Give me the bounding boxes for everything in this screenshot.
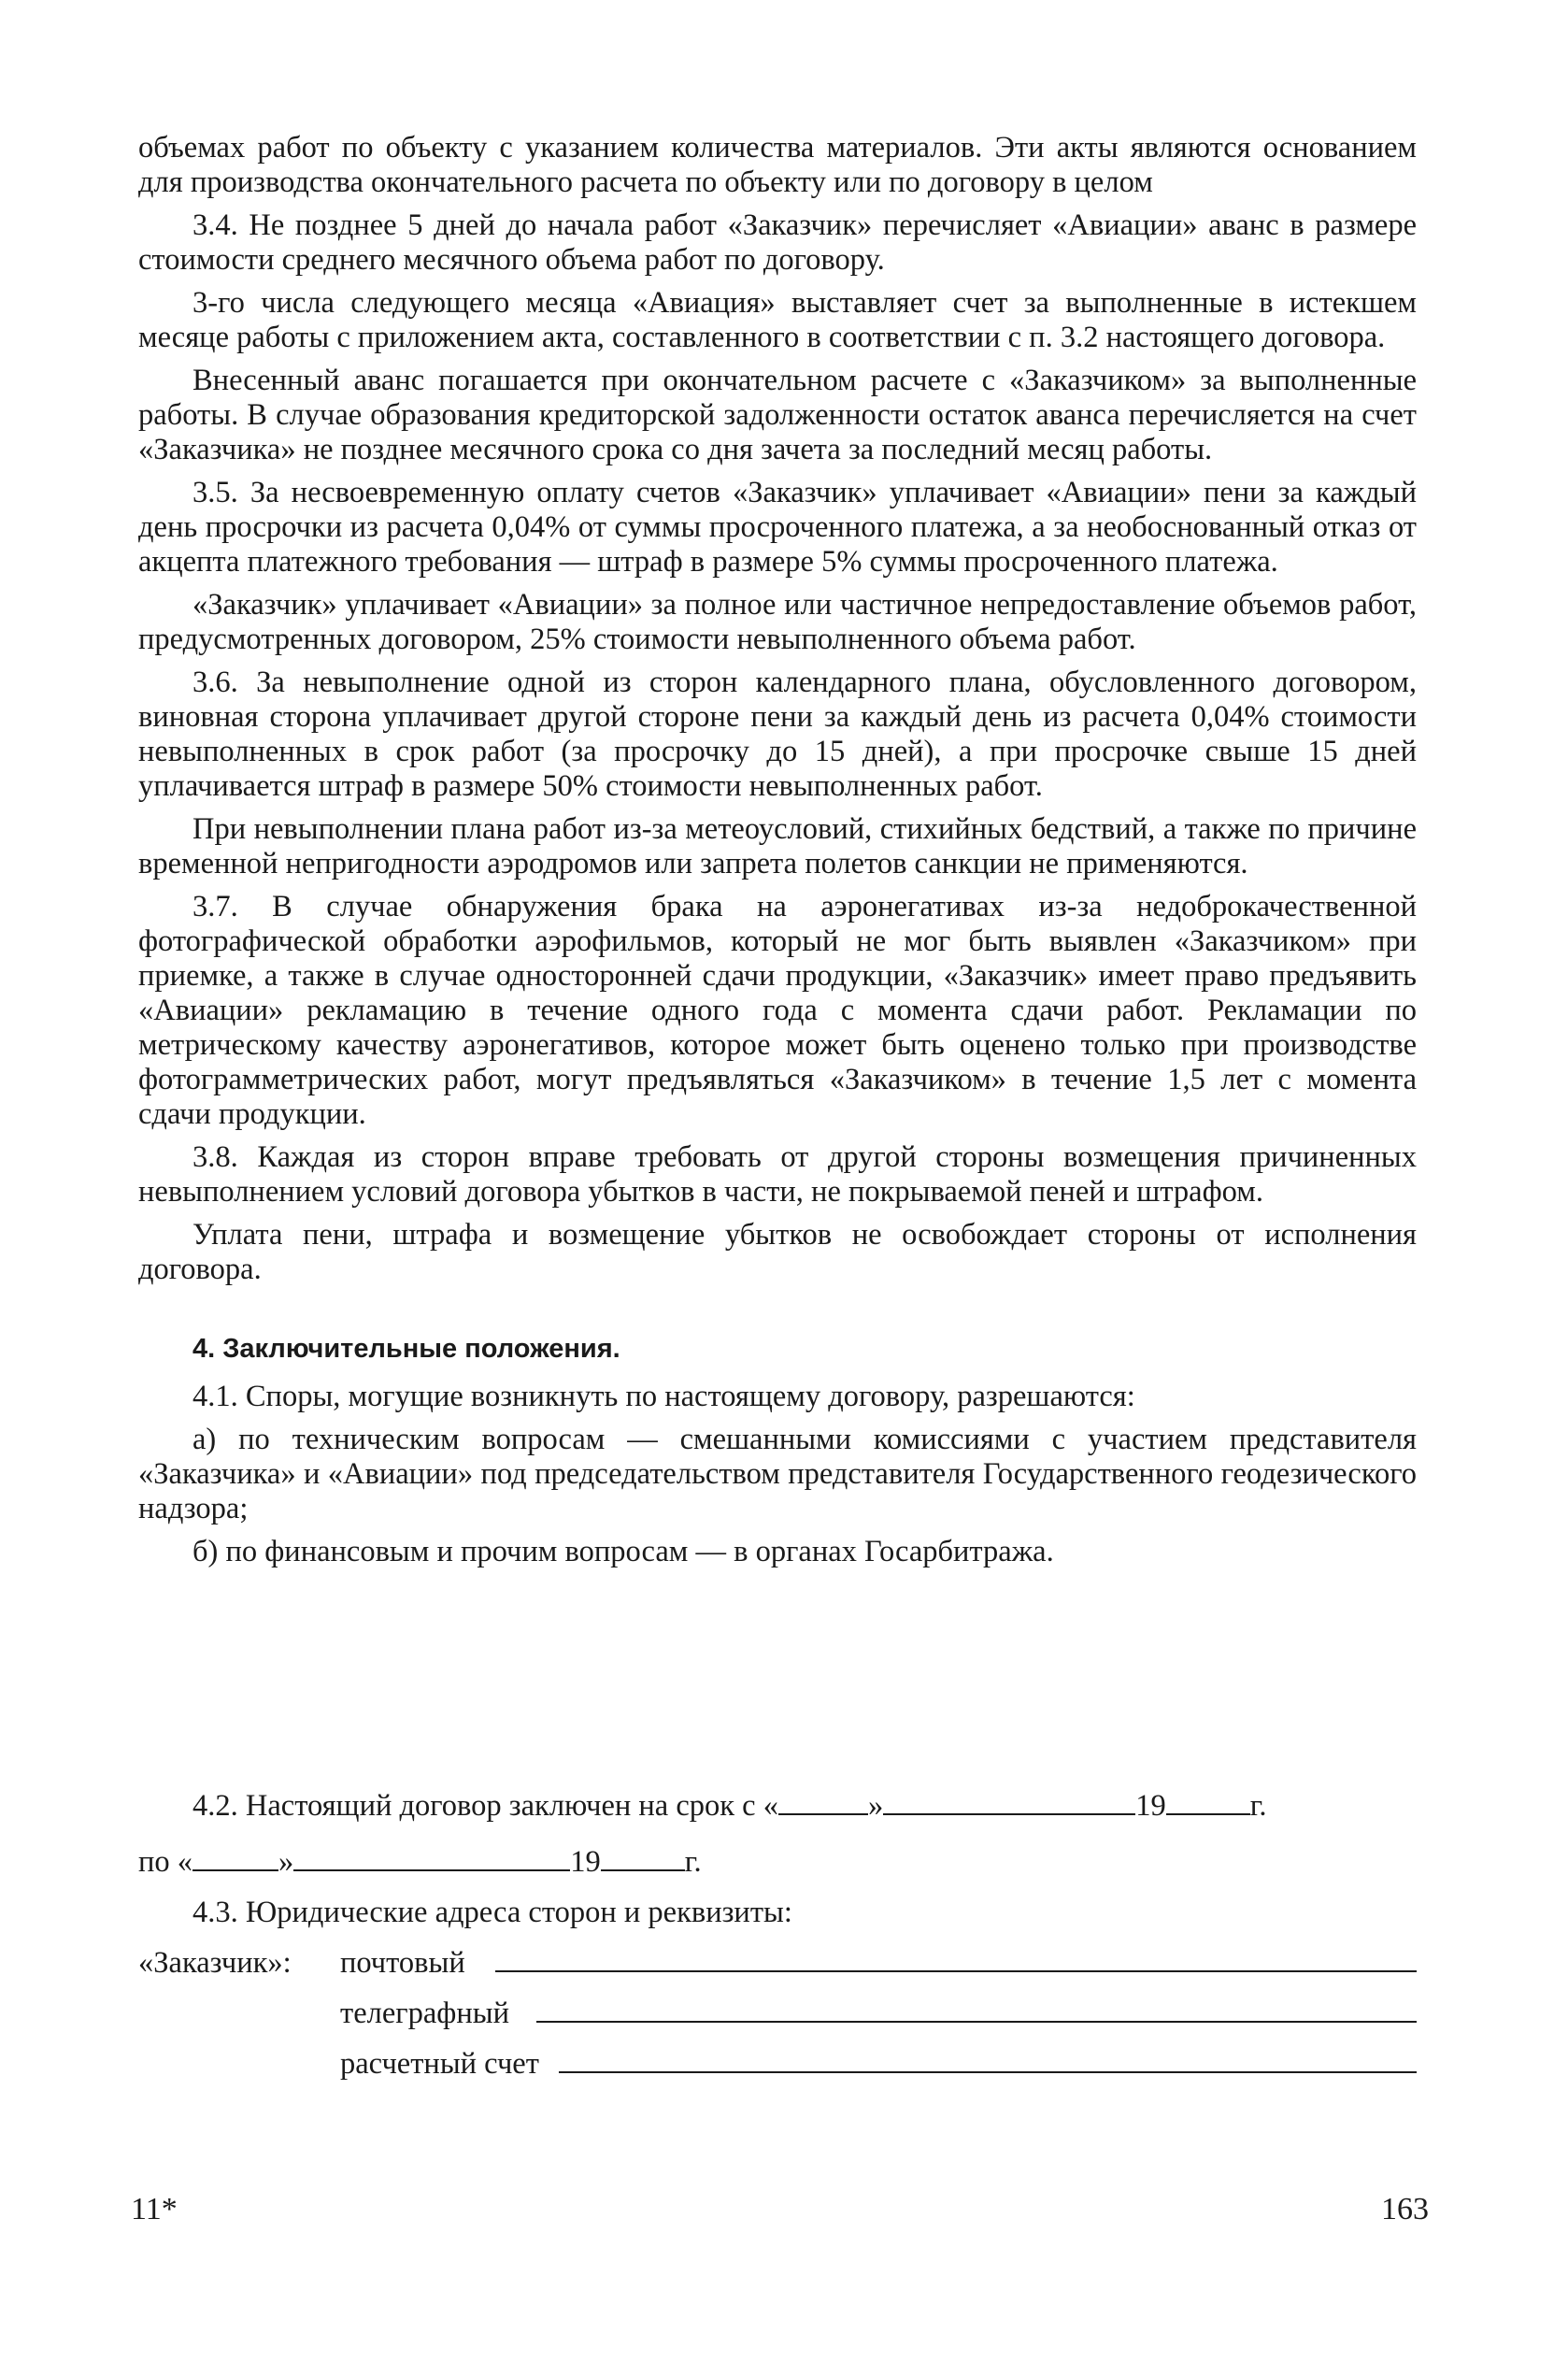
paragraph-3-8: 3.8. Каждая из сторон вправе требовать от другой стороны возмещения причиненных невыполнением условий договора убытков в части, не покрываемой пеней и штрафом. [138, 1140, 1417, 1209]
telegraph-address-field[interactable] [536, 2021, 1417, 2023]
paragraph-advance: Внесенный аванс погашается при окончательном расчете с «Заказчиком» за выполненные работы. В случае образования кредиторской задолженности остаток аванса перечисляется на счет «Заказчика» не позднее месячного срока со дня зачета за последний месяц работы. [138, 364, 1417, 466]
telegraph-label: телеграфный [340, 1997, 509, 2030]
year-prefix: 19 [1135, 1789, 1166, 1823]
quote-close: » [278, 1845, 294, 1879]
signature-mark: 11* [131, 2192, 178, 2226]
body-text [138, 131, 1417, 1569]
postal-address-field[interactable] [495, 1970, 1417, 1972]
bank-account-field[interactable] [559, 2071, 1417, 2073]
term-from-line [192, 1789, 1267, 1824]
day-from-blank[interactable] [778, 1789, 868, 1815]
year-to-blank[interactable] [601, 1845, 685, 1871]
paragraph-customer-penalty: «Заказчик» уплачивает «Авиации» за полное или частичное непредоставление объемов работ, предусмотренных договором, 25% стоимости невыполненного объема работ. [138, 588, 1417, 656]
paragraph-4-1-a: а) по техническим вопросам — смешанными комиссиями с участием представителя «Заказчика» и «Авиации» под председательством представителя Государственного геодезического надзора; [138, 1423, 1417, 1525]
month-to-blank[interactable] [293, 1845, 570, 1871]
year-prefix: 19 [570, 1845, 601, 1879]
paragraph-4-1: 4.1. Споры, могущие возникнуть по настоящему договору, разрешаются: [192, 1380, 1135, 1413]
paragraph-3-4: 3.4. Не позднее 5 дней до начала работ «Заказчик» перечисляет «Авиации» аванс в размере стоимости среднего месячного объема работ по договору. [138, 208, 1417, 277]
term-to-label: по « [138, 1845, 193, 1879]
year-from-blank[interactable] [1166, 1789, 1250, 1815]
customer-label: «Заказчик»: [138, 1946, 292, 1980]
paragraph-payment: Уплата пени, штрафа и возмещение убытков не освобождает стороны от исполнения договора. [138, 1218, 1417, 1286]
month-from-blank[interactable] [883, 1789, 1135, 1815]
term-from-label: 4.2. Настоящий договор заключен на срок с « [192, 1789, 778, 1823]
paragraph-3-5: 3.5. За несвоевременную оплату счетов «Заказчик» уплачивает «Авиации» пени за каждый день просрочки из расчета 0,04% от суммы просроченного платежа, а за необоснованный отказ от акцепта платежного требования — штраф в размере 5% суммы просроченного платежа. [138, 476, 1417, 579]
day-to-blank[interactable] [192, 1845, 278, 1871]
paragraph-invoice: 3-го числа следующего месяца «Авиация» выставляет счет за выполненные в истекшем месяце работы с приложением акта, составленного в соответствии с п. 3.2 настоящего договора. [138, 286, 1417, 354]
paragraph-3-6: 3.6. За невыполнение одной из сторон календарного плана, обусловленного договором, виновная сторона уплачивает другой стороне пени за каждый день из расчета 0,04% стоимости невыполненных в срок работ (за просрочку до 15 дней), а при просрочке свыше 15 дней уплачивается штраф в размере 50% стоимости невыполненных работ. [138, 666, 1417, 803]
paragraph-4-1-b: б) по финансовым и прочим вопросам — в органах Госарбитража. [192, 1535, 1054, 1568]
paragraph-weather: При невыполнении плана работ из-за метеоусловий, стихийных бедствий, а также по причине временной непригодности аэродромов или запрета полетов санкции не применяются. [138, 812, 1417, 880]
term-to-line [138, 1845, 702, 1880]
paragraph-3-7: 3.7. В случае обнаружения брака на аэронегативах из-за недоброкачественной фотографической обработки аэрофильмов, который не мог быть выявлен «Заказчиком» при приемке, а также в случае односторонней сдачи продукции, «Заказчик» имеет право предъявить «Авиации» рекламацию в течение одного года с момента сдачи работ. Рекламации по метрическому качеству аэронегативов, которое может быть оценено только при производстве фотограмметрических работ, могут предъявляться «Заказчиком» в течение 1,5 лет с момента сдачи продукции. [138, 890, 1417, 1131]
postal-label: почтовый [340, 1946, 465, 1980]
page-number: 163 [1381, 2192, 1429, 2226]
paragraph-continuation: объемах работ по объекту с указанием количества материалов. Эти акты являются основанием для производства окончательного расчета по объекту или по договору в целом [138, 131, 1417, 199]
paragraph-4-3: 4.3. Юридические адреса сторон и реквизиты: [192, 1896, 792, 1929]
account-label: расчетный счет [340, 2047, 539, 2081]
year-suffix: г. [684, 1845, 702, 1879]
quote-close: » [867, 1789, 884, 1823]
section-4-heading: 4. Заключительные положения. [192, 1334, 620, 1364]
year-suffix: г. [1249, 1789, 1267, 1823]
